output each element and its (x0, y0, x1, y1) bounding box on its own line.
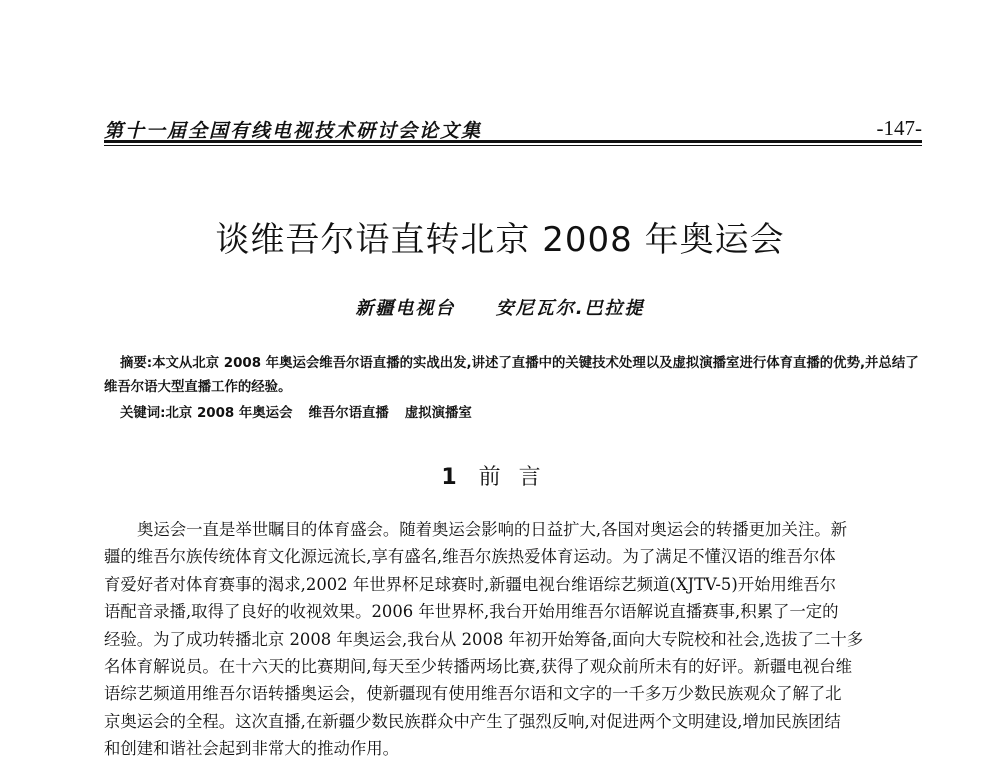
header-rule-thick (104, 140, 922, 143)
body-line: 名体育解说员。在十六天的比赛期间,每天至少转播两场比赛,获得了观众前所未有的好评。新疆电视台维 (104, 656, 852, 676)
abstract (104, 352, 922, 400)
keywords (120, 402, 920, 426)
section-heading (0, 460, 1000, 491)
header-rule-thin (104, 145, 922, 146)
abstract-text: 本文从北京 2008 年奥运会维吾尔语直播的实战出发,讲述了直播中的关键技术处理以及虚拟演播室进行体育直播的优势,并总结了维吾尔语大型直播工作的经验。 (104, 356, 919, 395)
body-line: 奥运会一直是举世瞩目的体育盛会。随着奥运会影响的日益扩大,各国对奥运会的转播更加关注。新 (137, 520, 848, 539)
paper-title: 谈维吾尔语直转北京 2008 年奥运会 (215, 220, 785, 260)
body-line: 语配音录播,取得了良好的收视效果。2006 年世界杯,我台开始用维吾尔语解说直播赛事,积累了一定的 (104, 602, 839, 622)
running-title: 第十一届全国有线电视技术研讨会论文集 (104, 120, 483, 142)
abstract-label: 摘要: (120, 356, 153, 371)
keyword-item: 虚拟演播室 (404, 406, 472, 421)
body-paragraph (104, 516, 922, 760)
keyword-item: 北京 2008 年奥运会 (165, 406, 293, 421)
author-affiliation: 新疆电视台 (355, 298, 456, 319)
author-name: 安尼瓦尔.巴拉提 (495, 298, 645, 319)
keywords-label: 关键词: (120, 406, 166, 421)
body-line: 经验。为了成功转播北京 2008 年奥运会,我台从 2008 年初开始筹备,面向大专院校和社会,选拔了二十多 (104, 629, 864, 649)
page-number: -147- (876, 116, 922, 140)
body-line: 语综艺频道用维吾尔语转播奥运会，使新疆现有使用维吾尔语和文字的一千多万少数民族观众了解了北 (104, 684, 842, 704)
running-header (104, 112, 922, 142)
body-line: 疆的维吾尔族传统体育文化源远流长,享有盛名,维吾尔族热爱体育运动。为了满足不懂汉语的维吾尔体 (104, 547, 836, 567)
body-line: 和创建和谐社会起到非常大的推动作用。 (104, 739, 400, 759)
body-line: 育爱好者对体育赛事的渴求,2002 年世界杯足球赛时,新疆电视台维语综艺频道(XJTV-5)开始用维吾尔 (104, 574, 837, 594)
keyword-item: 维吾尔语直播 (308, 406, 389, 421)
author-line (0, 294, 1000, 320)
body-line: 京奥运会的全程。这次直播,在新疆少数民族群众中产生了强烈反响,对促进两个文明建设,增加民族团结 (104, 711, 841, 731)
section-number: 1 (441, 465, 457, 490)
section-title: 前言 (478, 465, 559, 490)
